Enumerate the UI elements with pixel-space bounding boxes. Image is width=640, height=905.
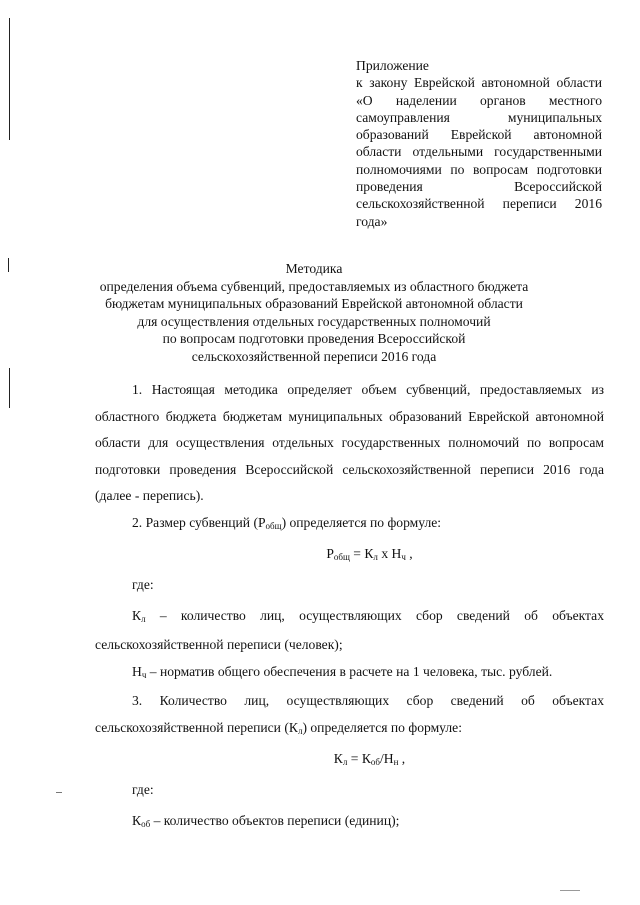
where-label: где: bbox=[132, 782, 154, 797]
definition-nch: $Н_ч$ – норматив общего обеспечения в расчете на 1 человека, тыс. рублей. bbox=[132, 663, 553, 680]
definition-kl: $К_л$ – количество лиц, осуществляющих сбор сведений об объектах сельскохозяйственной переписи (человек); bbox=[95, 607, 604, 652]
paragraph-2: 2. Размер субвенций $(Р_{общ})$ определяется по формуле: bbox=[132, 514, 442, 531]
title-line: для осуществления отдельных государственных полномочий bbox=[137, 313, 491, 329]
title-heading: Методика bbox=[285, 261, 343, 276]
formula-2: $К_л = К_{об}/Н_н$ , bbox=[333, 751, 406, 767]
title-line: сельскохозяйственной переписи 2016 года bbox=[191, 348, 437, 364]
scan-margin-line bbox=[8, 258, 9, 272]
appendix-text: к закону Еврейской автономной области «О наделении органов местного самоуправления муниципальных образований Еврейской автономной области отдельными государственными полномочиями по вопросам подготовки проведения Всероссийской сельскохозяйственной переписи 2016 года» bbox=[356, 75, 602, 229]
formula-1: $Р_{общ} = К_л$ х $Н_ч$ , bbox=[326, 546, 413, 562]
scan-margin-line bbox=[9, 18, 10, 140]
document-body bbox=[95, 377, 604, 837]
appendix-block bbox=[356, 57, 602, 230]
paragraph-3: 3. Количество лиц, осуществляющих сбор сведений об объектах сельскохозяйственной переписи $(К_л)$ определяется по формуле: bbox=[95, 693, 604, 736]
document-title bbox=[94, 260, 534, 365]
title-line: определения объема субвенций, предоставляемых из областного бюджета bbox=[99, 278, 529, 294]
where-label: где: bbox=[132, 577, 154, 592]
scan-margin-line bbox=[9, 368, 10, 408]
scan-speck bbox=[56, 792, 62, 793]
title-line: по вопросам подготовки проведения Всероссийской bbox=[162, 331, 466, 346]
paragraph-1: 1. Настоящая методика определяет объем субвенций, предоставляемых из областного бюджета бюджетам муниципальных образований Еврейской автономной области для осуществления отдельных государственных полномочий по вопросам подготовки проведения Всероссийской сельскохозяйственной переписи 2016 года (далее - перепись). bbox=[95, 382, 604, 503]
definition-kob: $К_{об}$ – количество объектов переписи (единиц); bbox=[132, 812, 400, 829]
scan-speck bbox=[560, 890, 580, 891]
title-line: бюджетам муниципальных образований Еврейской автономной области bbox=[105, 296, 523, 311]
appendix-heading: Приложение bbox=[356, 58, 429, 73]
